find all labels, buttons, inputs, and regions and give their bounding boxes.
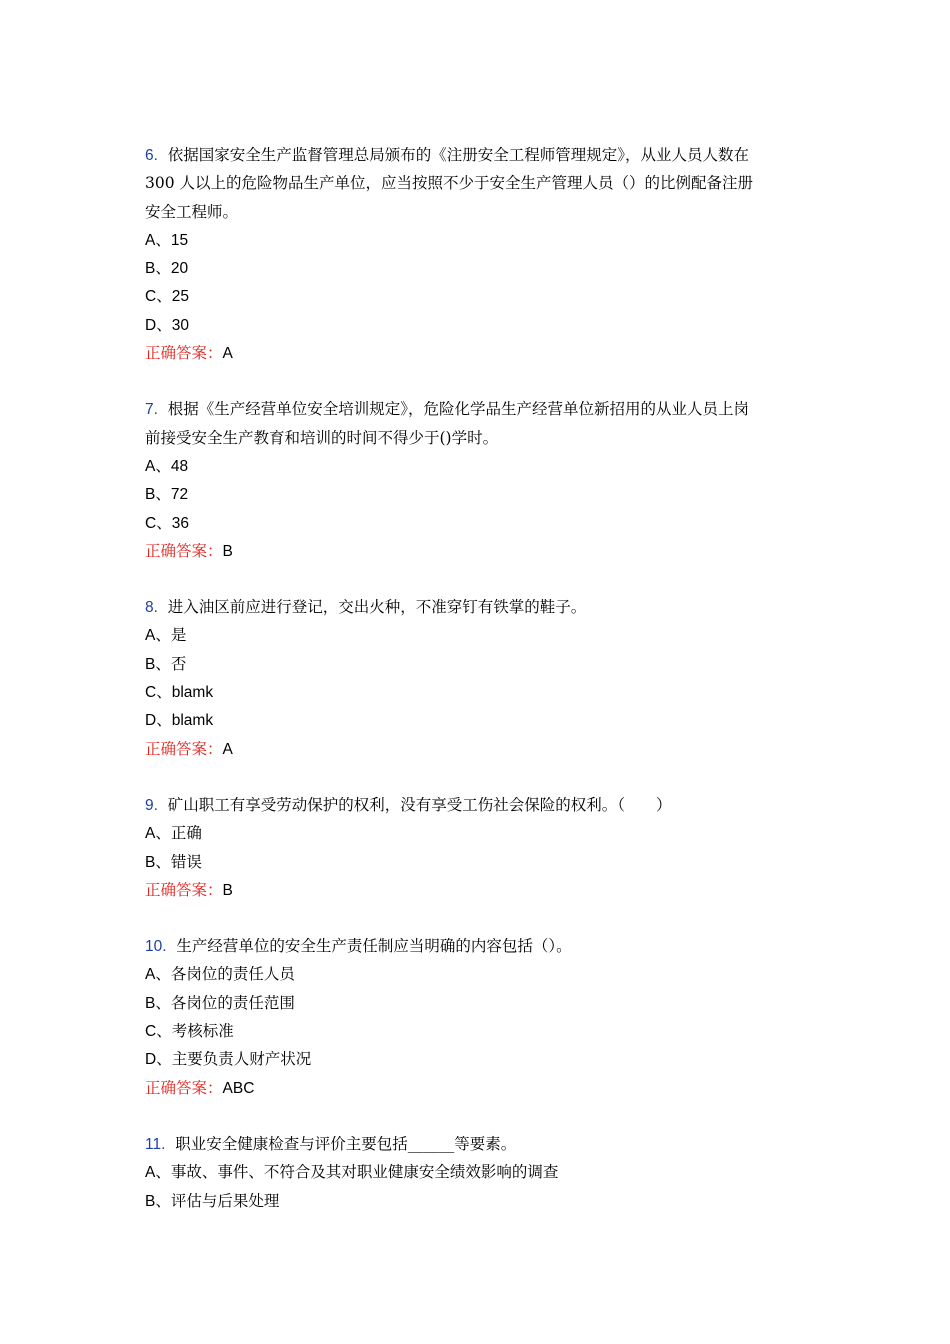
correct-answer-value: ABC	[222, 1079, 255, 1097]
option-text: blamk	[171, 712, 214, 730]
option-c	[145, 678, 810, 706]
option-letter: A	[145, 231, 156, 249]
option-letter: D	[145, 712, 157, 730]
question-number-separator: .	[162, 938, 167, 956]
correct-answer	[145, 537, 810, 565]
option-d	[145, 1045, 810, 1073]
option-separator: 、	[156, 1022, 172, 1041]
option-separator: 、	[156, 315, 172, 334]
option-separator: 、	[156, 683, 172, 702]
question-number: 9	[145, 796, 154, 814]
question-stem-line	[145, 593, 810, 621]
option-b	[145, 650, 810, 678]
option-text: 正确	[170, 824, 202, 843]
option-text: 评估与后果处理	[170, 1191, 280, 1210]
option-a	[145, 960, 810, 988]
option-text: 72	[170, 486, 189, 504]
question-stem-line	[145, 932, 810, 960]
question-stem-text: 矿山职工有享受劳动保护的权利，没有享受工伤社会保险的权利。（ ）	[167, 795, 672, 814]
option-letter: C	[145, 684, 157, 702]
correct-answer-label: 正确答案：	[145, 880, 223, 899]
option-letter: A	[145, 457, 156, 475]
option-separator: 、	[155, 993, 171, 1012]
option-text: 错误	[170, 852, 202, 871]
question-stem-line	[145, 198, 810, 226]
correct-answer	[145, 876, 810, 904]
option-d	[145, 706, 810, 734]
question-stem-line	[145, 1130, 810, 1158]
option-letter: C	[145, 514, 157, 532]
option-text: 各岗位的责任人员	[170, 965, 295, 984]
correct-answer-value: A	[222, 740, 233, 758]
question-stem-text: 进入油区前应进行登记，交出火种，不准穿钉有铁掌的鞋子。	[167, 598, 587, 617]
option-c	[145, 1017, 810, 1045]
correct-answer	[145, 1074, 810, 1102]
question-stem-line	[145, 141, 810, 169]
option-letter: B	[145, 853, 156, 871]
option-d	[145, 311, 810, 339]
question-number-separator: .	[153, 796, 158, 814]
question-number: 6	[145, 147, 154, 164]
option-separator: 、	[155, 824, 171, 843]
option-a	[145, 621, 810, 649]
option-text: 是	[170, 626, 187, 645]
option-c	[145, 509, 810, 537]
option-text: 主要负责人财产状况	[171, 1050, 312, 1069]
option-b	[145, 254, 810, 282]
question-number: 8	[145, 599, 154, 617]
option-separator: 、	[155, 1163, 171, 1182]
correct-answer-value: B	[222, 881, 233, 899]
question-number-separator: .	[153, 147, 158, 164]
option-text: 25	[171, 288, 189, 306]
question-8	[145, 593, 810, 763]
correct-answer-value: B	[222, 542, 233, 560]
option-separator: 、	[155, 1191, 171, 1210]
option-text: 30	[171, 316, 189, 334]
option-separator: 、	[156, 513, 172, 532]
correct-answer	[145, 339, 810, 367]
option-letter: D	[145, 1051, 157, 1069]
option-letter: B	[145, 655, 156, 673]
option-separator: 、	[156, 287, 172, 306]
option-separator: 、	[155, 259, 171, 278]
question-number-separator: .	[153, 599, 158, 617]
option-letter: B	[145, 260, 156, 278]
option-letter: D	[145, 316, 157, 334]
correct-answer	[145, 735, 810, 763]
question-stem-text: 生产经营单位的安全生产责任制应当明确的内容包括（）。	[176, 937, 572, 956]
question-stem-line	[145, 169, 810, 197]
option-text: 事故、事件、不符合及其对职业健康安全绩效影响的调查	[170, 1163, 559, 1182]
question-stem-line	[145, 395, 810, 423]
question-stem-text: 安全工程师。	[145, 202, 239, 221]
question-list	[145, 141, 810, 1215]
option-letter: A	[145, 966, 156, 984]
option-separator: 、	[155, 230, 171, 249]
question-number: 7	[145, 401, 154, 419]
question-number: 10	[145, 938, 163, 956]
question-9	[145, 791, 810, 904]
option-b	[145, 480, 810, 508]
option-separator: 、	[155, 456, 171, 475]
option-text: 各岗位的责任范围	[170, 993, 295, 1012]
correct-answer-label: 正确答案：	[145, 739, 223, 758]
option-b	[145, 989, 810, 1017]
option-separator: 、	[155, 654, 171, 673]
option-text: 48	[170, 457, 189, 475]
option-separator: 、	[155, 965, 171, 984]
correct-answer-label: 正确答案：	[145, 541, 223, 560]
option-text: 36	[171, 514, 189, 532]
option-letter: A	[145, 1164, 156, 1182]
question-stem-text: 职业安全健康检查与评价主要包括______等要素。	[175, 1134, 517, 1153]
question-stem-text: 根据《生产经营单位安全培训规定》，危险化学品生产经营单位新招用的从业人员上岗	[167, 400, 750, 419]
option-a	[145, 226, 810, 254]
option-letter: C	[145, 288, 157, 306]
option-separator: 、	[156, 1050, 172, 1069]
option-text: 否	[170, 654, 187, 673]
correct-answer-value: A	[222, 345, 233, 363]
option-b	[145, 848, 810, 876]
option-text: 考核标准	[171, 1022, 234, 1041]
question-10	[145, 932, 810, 1102]
question-stem-text: 依据国家安全生产监督管理总局颁布的《注册安全工程师管理规定》，从业人员人数在	[167, 146, 750, 164]
option-a	[145, 452, 810, 480]
question-11	[145, 1130, 810, 1215]
option-letter: B	[145, 486, 156, 504]
option-separator: 、	[155, 485, 171, 504]
option-separator: 、	[155, 626, 171, 645]
question-number: 11	[145, 1135, 162, 1153]
option-text: 20	[170, 260, 189, 278]
option-letter: A	[145, 825, 156, 843]
correct-answer-label: 正确答案：	[145, 1078, 223, 1097]
question-stem-line	[145, 424, 810, 452]
question-stem-text: 前接受安全生产教育和培训的时间不得少于()学时。	[145, 428, 499, 447]
option-letter: B	[145, 1192, 156, 1210]
option-separator: 、	[155, 852, 171, 871]
question-stem-text: 300 人以上的危险物品生产单位，应当按照不少于安全生产管理人员（）的比例配备注册	[145, 174, 754, 193]
option-separator: 、	[156, 711, 172, 730]
option-text: 15	[170, 231, 189, 249]
option-a	[145, 819, 810, 847]
option-c	[145, 282, 810, 310]
option-letter: C	[145, 1023, 157, 1041]
option-a	[145, 1158, 810, 1186]
option-letter: B	[145, 994, 156, 1012]
question-number-separator: .	[153, 401, 158, 419]
option-b	[145, 1187, 810, 1215]
question-stem-line	[145, 791, 810, 819]
question-number-separator: .	[161, 1135, 166, 1153]
question-6	[145, 141, 810, 367]
correct-answer-label: 正确答案：	[145, 344, 223, 363]
option-letter: A	[145, 627, 156, 645]
question-7	[145, 395, 810, 565]
option-text: blamk	[171, 684, 214, 702]
